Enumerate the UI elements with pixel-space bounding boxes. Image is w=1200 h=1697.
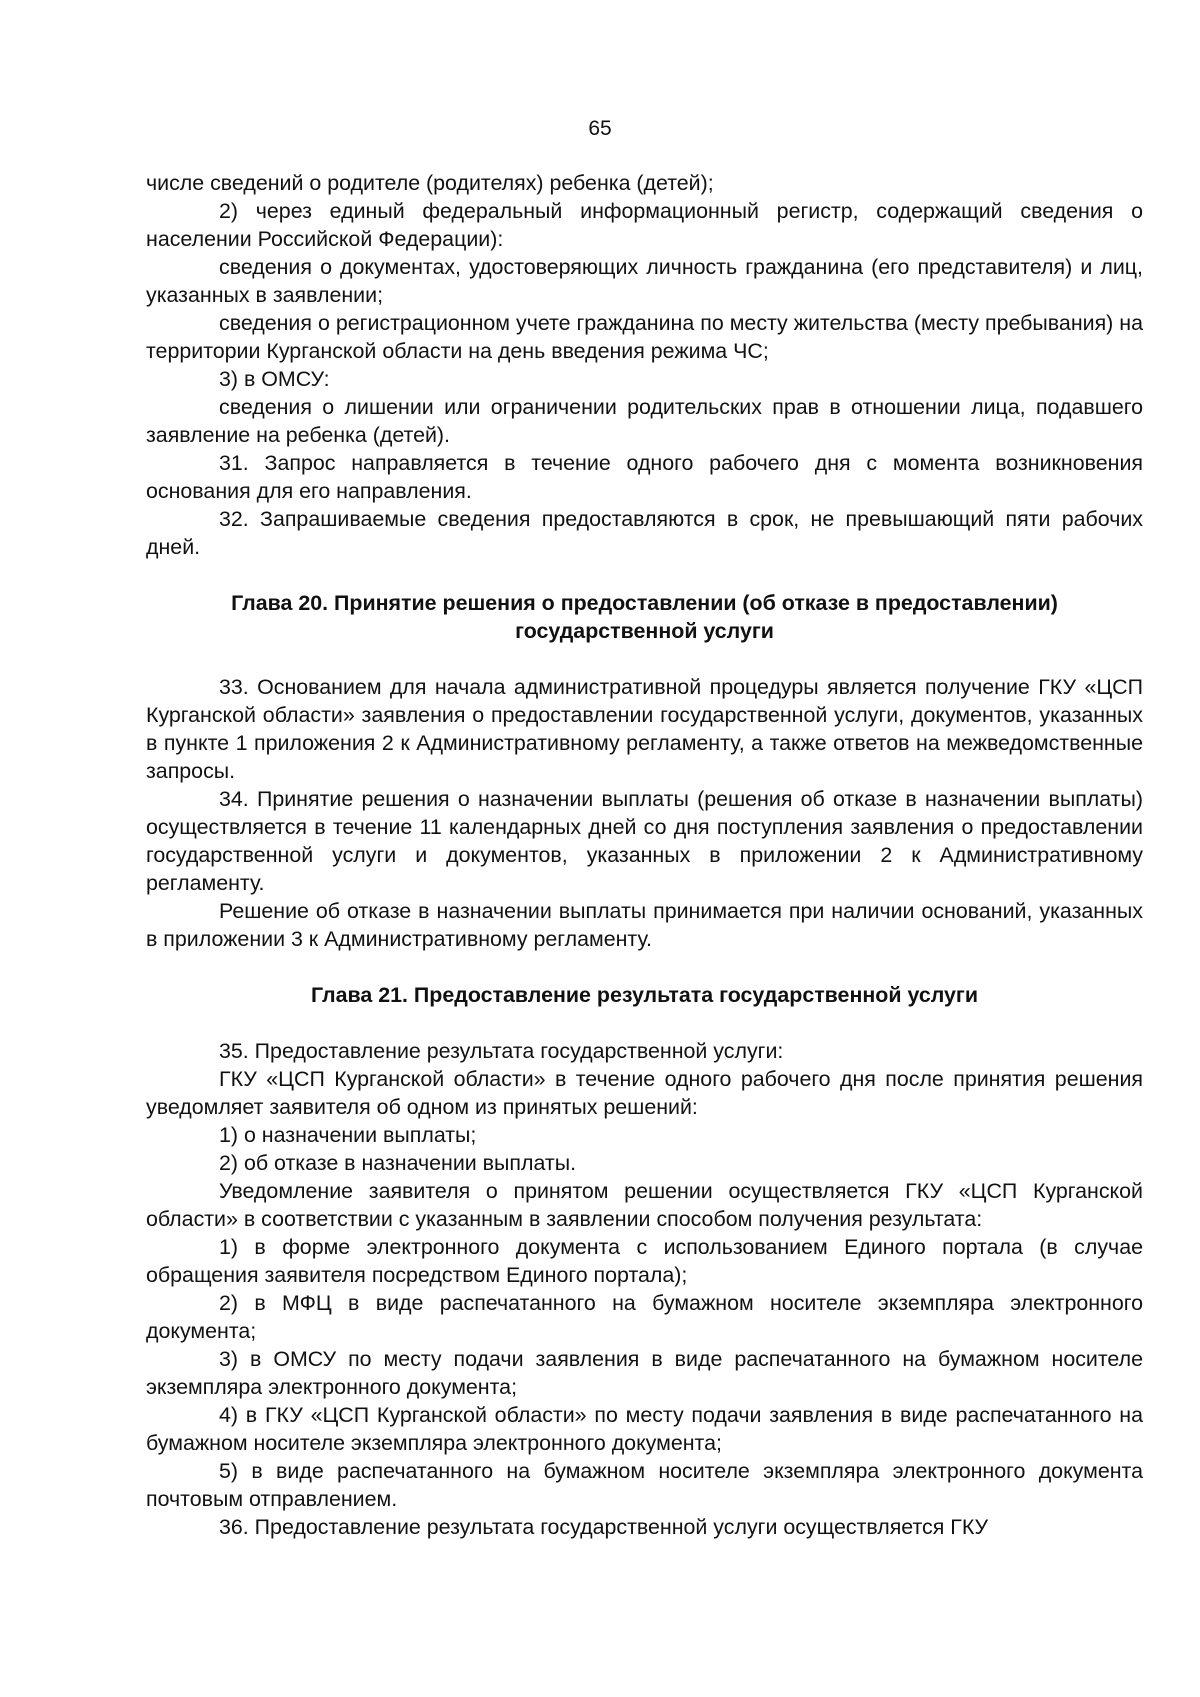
- paragraph: 2) в МФЦ в виде распечатанного на бумажном носителе экземпляра электронного документа;: [146, 1291, 1143, 1343]
- paragraph: 5) в виде распечатанного на бумажном носителе экземпляра электронного документа почтовым отправлением.: [146, 1459, 1143, 1511]
- page-number: 65: [588, 117, 612, 140]
- paragraph: 33. Основанием для начала административной процедуры является получение ГКУ «ЦСП Курганской области» заявления о предоставлении государственной услуги, документов, указанных в пункте 1 приложения 2 к Административному регламенту, а также ответов на межведомственные запросы.: [146, 675, 1143, 783]
- paragraph: сведения о документах, удостоверяющих личность гражданина (его представителя) и лиц, указанных в заявлении;: [146, 255, 1143, 307]
- paragraph: 1) о назначении выплаты;: [219, 1123, 477, 1147]
- paragraph: Уведомление заявителя о принятом решении осуществляется ГКУ «ЦСП Курганской области» в соответствии с указанным в заявлении способом получения результата:: [146, 1179, 1143, 1231]
- paragraph: 34. Принятие решения о назначении выплаты (решения об отказе в назначении выплаты) осуществляется в течение 11 календарных дней со дня поступления заявления о предоставлении государственной услуги и документов, указанных в приложении 2 к Административному регламенту.: [146, 787, 1143, 895]
- paragraph: 35. Предоставление результата государственной услуги:: [219, 1039, 784, 1063]
- paragraph: 3) в ОМСУ:: [219, 367, 330, 391]
- paragraph: 1) в форме электронного документа с использованием Единого портала (в случае обращения заявителя посредством Единого портала);: [146, 1235, 1143, 1287]
- paragraph: ГКУ «ЦСП Курганской области» в течение одного рабочего дня после принятия решения уведомляет заявителя об одном из принятых решений:: [146, 1067, 1143, 1119]
- chapter-20-heading: Глава 20. Принятие решения о предоставлении (об отказе в предоставлении) государственной услуги: [231, 591, 1058, 643]
- paragraph: сведения о лишении или ограничении родительских прав в отношении лица, подавшего заявление на ребенка (детей).: [146, 395, 1143, 447]
- paragraph: 31. Запрос направляется в течение одного рабочего дня с момента возникновения основания для его направления.: [146, 451, 1143, 503]
- paragraph: Решение об отказе в назначении выплаты принимается при наличии оснований, указанных в приложении 3 к Административному регламенту.: [146, 899, 1143, 951]
- chapter-21-heading: Глава 21. Предоставление результата государственной услуги: [311, 983, 978, 1007]
- paragraph: сведения о регистрационном учете гражданина по месту жительства (месту пребывания) на территории Курганской области на день введения режима ЧС;: [146, 311, 1143, 363]
- paragraph: числе сведений о родителе (родителях) ребенка (детей);: [146, 171, 714, 195]
- paragraph: 2) через единый федеральный информационный регистр, содержащий сведения о населении Российской Федерации):: [146, 199, 1143, 251]
- paragraph: 36. Предоставление результата государственной услуги осуществляется ГКУ: [219, 1515, 989, 1539]
- paragraph: 3) в ОМСУ по месту подачи заявления в виде распечатанного на бумажном носителе экземпляра электронного документа;: [146, 1347, 1143, 1399]
- paragraph: 2) об отказе в назначении выплаты.: [219, 1151, 577, 1175]
- document-body: [146, 169, 1143, 1541]
- paragraph: 32. Запрашиваемые сведения предоставляются в срок, не превышающий пяти рабочих дней.: [146, 507, 1143, 559]
- paragraph: 4) в ГКУ «ЦСП Курганской области» по месту подачи заявления в виде распечатанного на бумажном носителе экземпляра электронного документа;: [146, 1403, 1143, 1455]
